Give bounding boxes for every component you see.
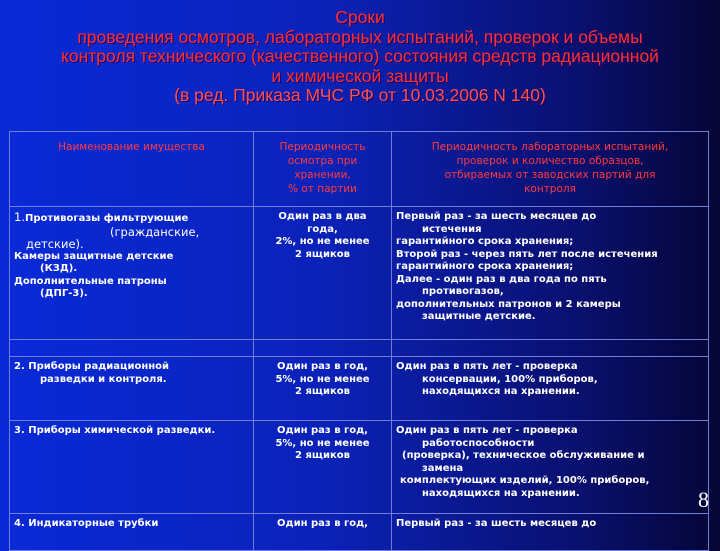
item-text: Противогазы фильтрующие bbox=[24, 213, 189, 224]
cell-line: разведки и контроля. bbox=[40, 373, 167, 385]
table-spacer-row bbox=[10, 340, 709, 357]
cell-line: (гражданские, bbox=[110, 224, 200, 239]
empty-cell bbox=[254, 340, 392, 357]
cell-line: Один раз в год, bbox=[277, 518, 368, 529]
cell-line: Первый раз - за шесть месяцев до bbox=[396, 518, 597, 529]
table-header-row bbox=[10, 132, 709, 207]
cell-line: (КЗД). bbox=[40, 263, 78, 274]
cell-line: 2%, но не менее bbox=[275, 236, 370, 247]
cell-line: 2 ящиков bbox=[295, 248, 350, 260]
cell-line: комплектующих изделий, 100% приборов, bbox=[400, 475, 650, 486]
title-line: Сроки bbox=[335, 7, 385, 27]
cell-line: гарантийного срока хранения; bbox=[396, 236, 574, 247]
cell-line: Второй раз - через пять лет после истечения bbox=[396, 248, 658, 260]
cell-line: Один раз в год, bbox=[277, 361, 368, 372]
inspection-table bbox=[9, 131, 709, 551]
table-row bbox=[10, 357, 709, 421]
cell-line: (проверка), техническое обслуживание и bbox=[402, 450, 645, 461]
header-text: проверок и количество образцов, bbox=[456, 155, 644, 167]
page-number: 8 bbox=[698, 487, 709, 512]
cell-line: 2. Приборы радиационной bbox=[14, 361, 170, 372]
slide-title bbox=[0, 8, 720, 106]
header-text: Периодичность лабораторных испытаний, bbox=[431, 141, 669, 153]
table-row bbox=[10, 421, 709, 514]
cell-line: замена bbox=[422, 462, 464, 474]
cell-item-name bbox=[10, 514, 254, 551]
header-cell-lab-tests bbox=[392, 132, 709, 207]
cell-line: истечения bbox=[422, 223, 482, 235]
cell-line: (ДПГ-3). bbox=[40, 288, 88, 299]
cell-line: гарантийного срока хранения; bbox=[396, 261, 574, 272]
cell-line: противогазов, bbox=[422, 286, 504, 297]
header-text: % от партии bbox=[288, 183, 357, 195]
table-row bbox=[10, 514, 709, 551]
cell-item-name bbox=[10, 421, 254, 514]
cell-line: Камеры защитные детские bbox=[14, 250, 174, 262]
cell-line: года, bbox=[307, 223, 338, 235]
cell-line: находящихся на хранении. bbox=[422, 487, 580, 499]
cell-line bbox=[14, 211, 249, 226]
cell-line: детские). bbox=[26, 237, 84, 251]
title-line: и химической защиты bbox=[271, 65, 449, 86]
header-text: отбираемых от заводских партий для bbox=[444, 169, 656, 181]
header-cell-name bbox=[10, 132, 254, 207]
header-text: Периодичность bbox=[279, 141, 366, 153]
cell-line: Один раз в два bbox=[278, 211, 367, 222]
table-row bbox=[10, 207, 709, 340]
cell-lab-tests bbox=[392, 421, 709, 514]
cell-line: Первый раз - за шесть месяцев до bbox=[396, 211, 597, 222]
header-text: контроля bbox=[524, 183, 576, 195]
header-text: хранении, bbox=[294, 169, 351, 181]
cell-line: работоспособности bbox=[422, 437, 535, 449]
cell-line: 5%, но не менее bbox=[275, 437, 370, 449]
cell-inspection-period bbox=[254, 421, 392, 514]
cell-line: 2 ящиков bbox=[295, 386, 350, 397]
title-subtitle: (в ред. Приказа МЧС РФ от 10.03.2006 N 140) bbox=[174, 85, 546, 105]
cell-lab-tests bbox=[392, 207, 709, 340]
cell-item-name bbox=[10, 207, 254, 340]
header-text: Наименование имущества bbox=[58, 141, 205, 153]
empty-cell bbox=[392, 340, 709, 357]
cell-line: Далее - один раз в два года по пять bbox=[396, 273, 607, 285]
cell-lab-tests bbox=[392, 357, 709, 421]
cell-line: защитные детские. bbox=[422, 311, 536, 322]
cell-inspection-period bbox=[254, 357, 392, 421]
empty-cell bbox=[10, 340, 254, 357]
header-text: осмотра при bbox=[287, 155, 358, 167]
cell-line: Дополнительные патроны bbox=[14, 275, 167, 287]
cell-line: 3. Приборы химической разведки. bbox=[14, 425, 216, 436]
cell-item-name bbox=[10, 357, 254, 421]
cell-inspection-period bbox=[254, 207, 392, 340]
cell-line: Один раз в пять лет - проверка bbox=[396, 361, 578, 372]
cell-line: 2 ящиков bbox=[295, 450, 350, 461]
cell-lab-tests bbox=[392, 514, 709, 551]
cell-inspection-period bbox=[254, 514, 392, 551]
title-line: проведения осмотров, лабораторных испытаний, проверок и объемы bbox=[77, 26, 643, 47]
cell-line: дополнительных патронов и 2 камеры bbox=[396, 298, 621, 310]
cell-line: Один раз в пять лет - проверка bbox=[396, 425, 578, 436]
cell-line: 5%, но не менее bbox=[275, 373, 370, 385]
header-cell-inspection bbox=[254, 132, 392, 207]
cell-line: консервации, 100% приборов, bbox=[422, 373, 598, 385]
cell-line: 4. Индикаторные трубки bbox=[14, 518, 159, 529]
title-line: контроля технического (качественного) состояния средств радиационной bbox=[61, 46, 659, 66]
cell-line: находящихся на хранении. bbox=[422, 386, 580, 397]
cell-line: Один раз в год, bbox=[277, 425, 368, 436]
item-number: 1. bbox=[14, 210, 25, 224]
